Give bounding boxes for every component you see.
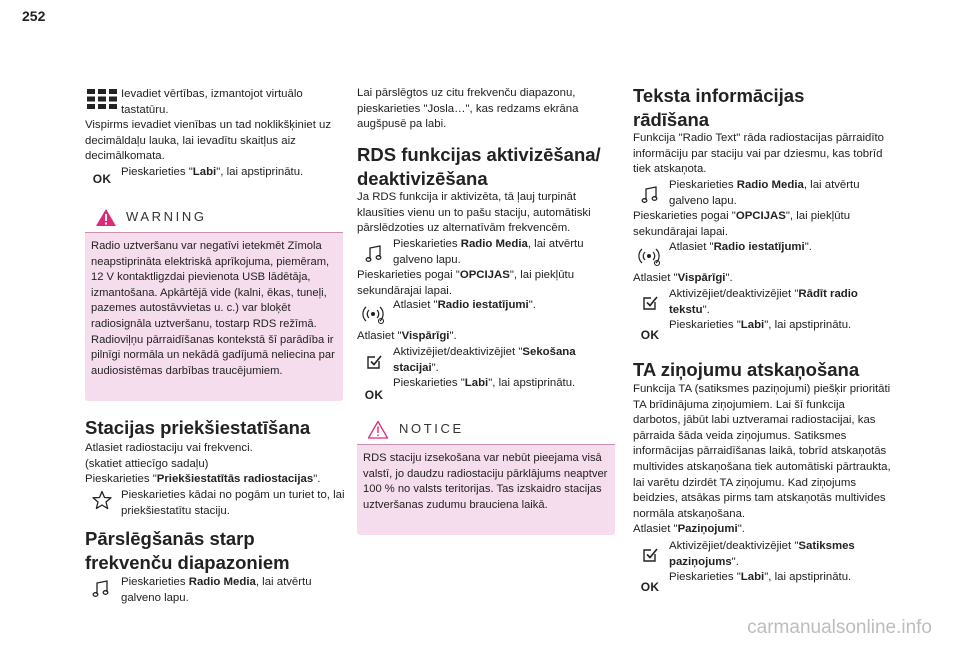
presets-step-4: Pieskarieties kādai no pogām un turiet to, lai priekšiestatītu staciju.	[121, 489, 345, 517]
text-step-2: Pieskarieties pogai "OPCIJAS", lai piekļūtu sekundārajai lapai.	[633, 210, 851, 238]
ok-icon: OK	[640, 580, 660, 594]
warning-box	[85, 201, 343, 401]
rds-step-5: Aktivizējiet/deaktivizējiet "Sekošana stacijai".	[393, 346, 576, 374]
warning-text: Radio uztveršanu var negatīvi ietekmēt Zīmola neapstiprināta elektriskā aprīkojuma, piemēram, 12 V kontaktligzdai pievienota USB lādētāja, izmantošana. Apkārtējā vide (kalni, ēkas, tuneļi, pazemes autostāvvietas u. c.) var bloķēt radiosignāla uztveršanu, tostarp RDS režīmā. Radioviļņu pārraidīšanas kontekstā šī parādība ir pilnīgi normāla un nekādā gadījumā neliecina par audiosistēmas darbības traucējumiem.	[91, 240, 335, 377]
text-step-4: Atlasiet "Vispārīgi".	[633, 272, 733, 284]
keypad-instruction: Ievadiet vērtības, izmantojot virtuālo tastatūru.	[121, 88, 303, 116]
text-step-5: Aktivizējiet/deaktivizējiet "Rādīt radio tekstu".	[669, 288, 858, 316]
warning-header	[85, 201, 343, 233]
rds-step-1: Pieskarieties Radio Media, lai atvērtu galveno lapu.	[393, 238, 584, 266]
warning-triangle-icon	[95, 207, 117, 227]
ta-step-1: Atlasiet "Paziņojumi".	[633, 523, 745, 535]
bands-step-1: Pieskarieties Radio Media, lai atvērtu galveno lapu.	[121, 576, 312, 604]
ok-icon: OK	[92, 172, 112, 186]
heading-text-line-1: Teksta informācijas	[633, 85, 805, 106]
ta-step-2: Aktivizējiet/deaktivizējiet "Satiksmes paziņojums".	[669, 540, 855, 568]
band-switch-text: Lai pārslēgtos uz citu frekvenču diapazonu, pieskarieties "Josla…", kas redzams ekrāna augšpusē pa labi.	[357, 87, 579, 131]
ok-icon: OK	[364, 388, 384, 402]
warning-title: WARNING	[126, 209, 207, 224]
text-description: Funkcija "Radio Text" rāda radiostacijas pārraidīto informāciju par staciju vai par dziesmu, kas tobrīd tiek atskaņota.	[633, 132, 884, 176]
text-step-3: Atlasiet "Radio iestatījumi".	[669, 241, 812, 253]
presets-step-1: Atlasiet radiostaciju vai frekvenci.	[85, 442, 253, 454]
notice-text: RDS staciju izsekošana var nebūt pieejama visā valstī, jo daudzu radiostaciju pārklājums neaptver 100 % no valsts teritorijas. Tas izskaidro stacijas uztveršanas zudumu brauciena laikā.	[363, 452, 608, 511]
heading-presets: Stacijas priekšiestatīšana	[85, 417, 311, 438]
notice-triangle-icon	[367, 419, 389, 439]
text-step-6: Pieskarieties "Labi", lai apstiprinātu.	[669, 319, 852, 331]
ta-step-3: Pieskarieties "Labi", lai apstiprinātu.	[669, 571, 852, 583]
ta-description: Funkcija TA (satiksmes paziņojumi) piešķir prioritāti TA brīdinājuma ziņojumiem. Lai šī funkcija darbotos, jābūt labi uztveramai radiostacijai, kas pārraida šāda veida ziņojumus. Satiksmes informācijas pārraidīšanas laikā, tobrīd atskaņotās multivides atskaņošana tiek automātiski pārtraukta, lai varētu dzirdēt TA ziņojumu. Kad ziņojums beidzies, atsākas pirms tam atskaņotās multivides normāla atskaņošana.	[633, 383, 891, 520]
rds-description: Ja RDS funkcija ir aktivizēta, tā ļauj turpināt klausīties vienu un to pašu staciju, automātiski pārslēdzoties uz alternatīvām frekvencēm.	[357, 191, 591, 235]
heading-rds-line-1: RDS funkcijas aktivizēšana/	[357, 144, 601, 165]
heading-bands-line-1: Pārslēgšanās starp	[85, 528, 255, 549]
notice-header	[357, 413, 615, 445]
notice-title: NOTICE	[399, 421, 464, 436]
heading-text-line-2: rādīšana	[633, 109, 710, 130]
rds-step-4: Atlasiet "Vispārīgi".	[357, 330, 457, 342]
notice-box	[357, 413, 615, 535]
heading-ta: TA ziņojumu atskaņošana	[633, 359, 860, 380]
rds-step-3: Atlasiet "Radio iestatījumi".	[393, 299, 536, 311]
heading-bands-line-2: frekvenču diapazoniem	[85, 552, 290, 573]
rds-step-6: Pieskarieties "Labi", lai apstiprinātu.	[393, 377, 576, 389]
watermark: carmanualsonline.info	[747, 617, 932, 638]
rds-step-2: Pieskarieties pogai "OPCIJAS", lai piekļūtu sekundārajai lapai.	[357, 269, 575, 297]
page-number: 252	[22, 8, 46, 24]
heading-rds-line-2: deaktivizēšana	[357, 168, 488, 189]
decimal-instruction: Vispirms ievadiet vienības un tad noklikšķiniet uz decimāldaļu lauka, lai ievadītu skaitļus aiz decimālkomata.	[85, 119, 332, 163]
presets-step-3: Pieskarieties "Priekšiestatītās radiostacijas".	[85, 473, 321, 485]
presets-step-2: (skatiet attiecīgo sadaļu)	[85, 458, 209, 470]
text-step-1: Pieskarieties Radio Media, lai atvērtu galveno lapu.	[669, 179, 860, 207]
confirm-instruction: Pieskarieties "Labi", lai apstiprinātu.	[121, 166, 304, 178]
ok-icon: OK	[640, 328, 660, 342]
